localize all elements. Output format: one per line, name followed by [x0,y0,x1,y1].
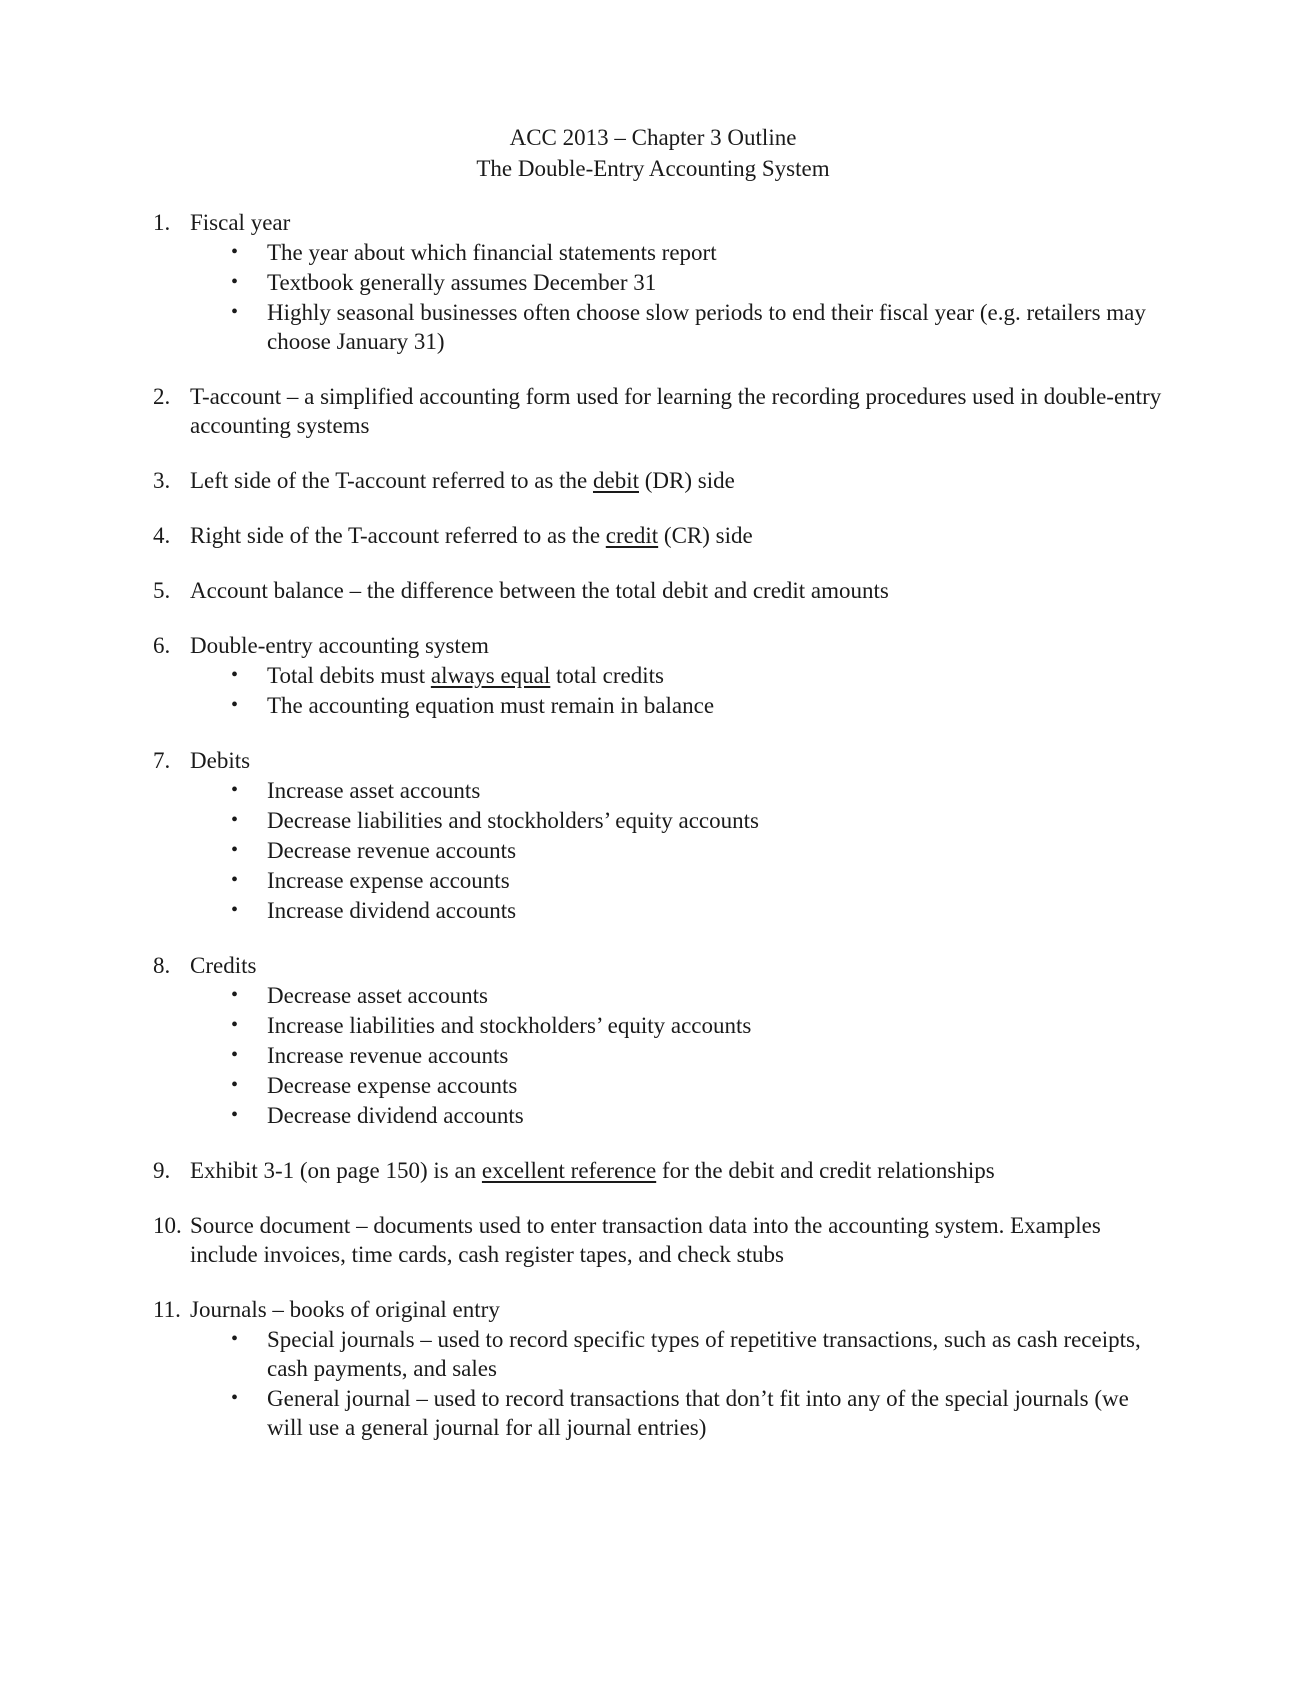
outline-item [153,208,1163,356]
outline-item-underlined-term: credit [605,523,659,548]
outline-item-heading [190,382,1163,440]
bullet-item-text: General journal – used to record transactions that don’t fit into any of the special journals (we will use a general journal for all journal entries) [267,1386,1129,1440]
bullet-item-text: The accounting equation must remain in balance [267,693,715,718]
bullet-item [190,268,1163,297]
outline-item [153,382,1163,440]
bullet-item [190,981,1163,1010]
outline-item-underlined-term: debit [592,468,639,493]
outline-item-text: (DR) side [638,468,735,493]
bullet-item-text: Highly seasonal businesses often choose slow periods to end their fiscal year (e.g. retailers may choose January 31) [267,300,1146,354]
bullet-item [190,866,1163,895]
outline-item-number: 8. [153,953,171,978]
bullet-item-text: Increase liabilities and stockholders’ equity accounts [267,1013,752,1038]
bullet-item [190,836,1163,865]
bullet-item-text: Decrease dividend accounts [267,1103,524,1128]
bullet-item-text: Increase dividend accounts [267,898,517,923]
outline-item-number: 3. [153,468,171,493]
outline-item [153,746,1163,925]
outline-item [153,466,1163,495]
outline-item-number: 5. [153,578,171,603]
bullet-item [190,1384,1163,1442]
outline-item-text: Source document – documents used to enter transaction data into the accounting system. Examples include invoices, time cards, cash register tapes, and check stubs [190,1213,1101,1267]
outline-item-heading [190,951,1163,980]
bullet-list [190,238,1163,356]
outline-item [153,631,1163,720]
outline-item-number: 11. [153,1297,181,1322]
bullet-item [190,1041,1163,1070]
outline-item-text: Left side of the T-account referred to as the [190,468,593,493]
outline-item-number: 6. [153,633,171,658]
outline-item [153,521,1163,550]
bullet-item [190,806,1163,835]
document-subtitle: The Double-Entry Accounting System [476,156,830,181]
outline-item [153,576,1163,605]
outline-item-text: T-account – a simplified accounting form used for learning the recording procedures used in double-entry accounting systems [190,384,1162,438]
outline-item-text: Journals – books of original entry [190,1297,500,1322]
outline-item [153,1211,1163,1269]
document-header [0,122,1306,184]
bullet-item-text: The year about which financial statements report [267,240,717,265]
bullet-list [190,776,1163,925]
bullet-list [190,1325,1163,1442]
outline-item-underlined-term: excellent reference [481,1158,657,1183]
bullet-item [190,896,1163,925]
outline-item-heading [190,631,1163,660]
outline-item-heading [190,208,1163,237]
bullet-item-text: Decrease liabilities and stockholders’ equity accounts [267,808,759,833]
outline-item-number: 2. [153,384,171,409]
outline-item-number: 4. [153,523,171,548]
outline-item-heading [190,466,1163,495]
bullet-item [190,776,1163,805]
bullet-item-text: Decrease asset accounts [267,983,488,1008]
bullet-item-text: Increase expense accounts [267,868,510,893]
outline-item-text: for the debit and credit relationships [656,1158,995,1183]
outline-item [153,951,1163,1130]
bullet-item [190,1071,1163,1100]
outline-item-text: Account balance – the difference between the total debit and credit amounts [190,578,889,603]
bullet-item-text: Total debits must [267,663,431,688]
bullet-item [190,661,1163,690]
outline-item-heading [190,521,1163,550]
bullet-item-text: Increase asset accounts [267,778,481,803]
document-title: ACC 2013 – Chapter 3 Outline [509,125,797,150]
outline-item-heading [190,1156,1163,1185]
outline-item-text: Debits [190,748,251,773]
bullet-list [190,661,1163,720]
bullet-item-text: Special journals – used to record specific types of repetitive transactions, such as cash receipts, cash payments, and sales [267,1327,1141,1381]
outline-item-heading [190,1211,1163,1269]
bullet-item-text: total credits [550,663,664,688]
outline-item-number: 7. [153,748,171,773]
bullet-item-text: Decrease expense accounts [267,1073,518,1098]
bullet-item-underlined-term: always equal [430,663,551,688]
bullet-item-text: Textbook generally assumes December 31 [267,270,657,295]
outline-item-text: Double-entry accounting system [190,633,489,658]
outline-item [153,1156,1163,1185]
outline-item-number: 10. [153,1213,182,1238]
bullet-item [190,238,1163,267]
outline-item-heading [190,576,1163,605]
outline-item-number: 1. [153,210,171,235]
bullet-item [190,1101,1163,1130]
bullet-item-text: Increase revenue accounts [267,1043,509,1068]
bullet-item-text: Decrease revenue accounts [267,838,517,863]
outline-item-text: Fiscal year [190,210,291,235]
bullet-item [190,1325,1163,1383]
bullet-item [190,1011,1163,1040]
outline-item-text: Credits [190,953,257,978]
outline-item-text: Right side of the T-account referred to as the [190,523,606,548]
outline-item-heading [190,1295,1163,1324]
outline-item-text: (CR) side [658,523,753,548]
outline-item [153,1295,1163,1442]
outline-list [153,208,1163,1468]
outline-item-number: 9. [153,1158,171,1183]
bullet-item [190,298,1163,356]
outline-item-heading [190,746,1163,775]
outline-item-text: Exhibit 3-1 (on page 150) is an [190,1158,482,1183]
bullet-item [190,691,1163,720]
bullet-list [190,981,1163,1130]
